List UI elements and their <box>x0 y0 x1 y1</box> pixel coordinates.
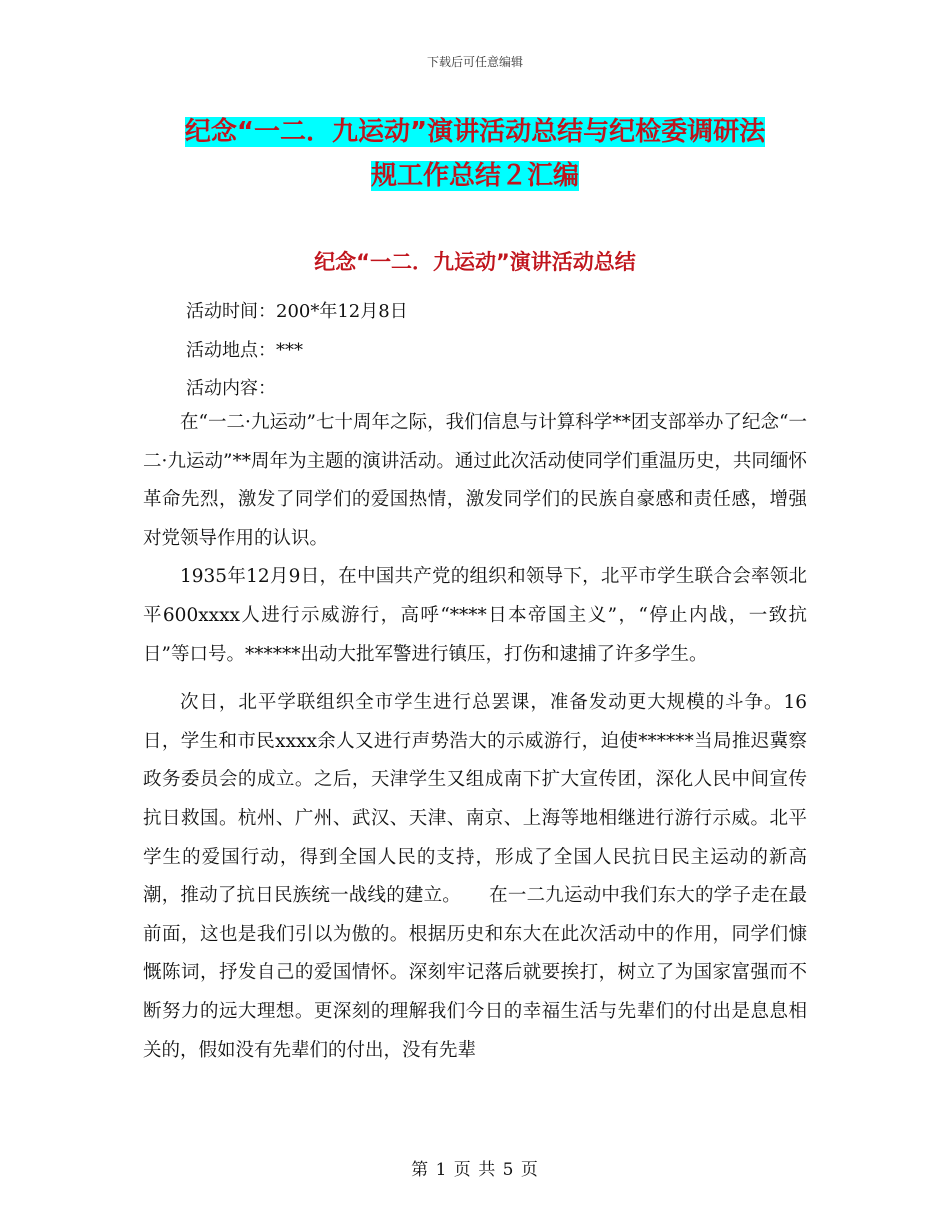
activity-content-label: 活动内容： <box>186 378 276 399</box>
document-title-line-2: 规工作总结２汇编 <box>370 161 579 191</box>
document-title <box>140 110 810 198</box>
body-paragraph: 在“一二·九运动”七十周年之际，我们信息与计算科学**团支部举办了纪念“一二·九运动”**周年为主题的演讲活动。通过此次活动使同学们重温历史，共同缅怀革命先烈，激发了同学们的爱国热情，激发同学们的民族自豪感和责任感，增强对党领导作用的认识。 <box>143 412 807 549</box>
activity-place: 活动地点：*** <box>186 340 303 361</box>
page-header-note: 下载后可任意编辑 <box>426 55 523 69</box>
document-body <box>143 404 807 1070</box>
body-paragraph: 1935年12月9日，在中国共产党的组织和领导下，北平市学生联合会率领北平600xxxx人进行示威游行，高呼“****日本帝国主义”，“停止内战，一致抗日”等口号。******出动大批军警进行镇压，打伤和逮捕了许多学生。 <box>143 566 807 665</box>
section-title: 纪念“一二．九运动”演讲活动总结 <box>314 250 636 274</box>
activity-time: 活动时间：200*年12月8日 <box>186 301 408 322</box>
page-footer: 第 1 页 共 5 页 <box>411 1160 539 1180</box>
body-paragraph: 次日，北平学联组织全市学生进行总罢课，准备发动更大规模的斗争。16日，学生和市民xxxx余人又进行声势浩大的示威游行，迫使******当局推迟冀察政务委员会的成立。之后，天津学生又组成南下扩大宣传团，深化人民中间宣传抗日救国。杭州、广州、武汉、天津、南京、上海等地相继进行游行示威。北平学生的爱国行动，得到全国人民的支持，形成了全国人民抗日民主运动的新高潮，推动了抗日民族统一战线的建立。 在一二九运动中我们东大的学子走在最前面，这也是我们引以为傲的。根据历史和东大在此次活动中的作用，同学们慷慨陈词，抒发自己的爱国情怀。深刻牢记落后就要挨打，树立了为国家富强而不断努力的远大理想。更深刻的理解我们今日的幸福生活与先辈们的付出是息息相关的，假如没有先辈们的付出，没有先辈 <box>143 692 807 1061</box>
document-title-line-1: 纪念“一二．九运动”演讲活动总结与纪检委调研法 <box>184 117 766 147</box>
